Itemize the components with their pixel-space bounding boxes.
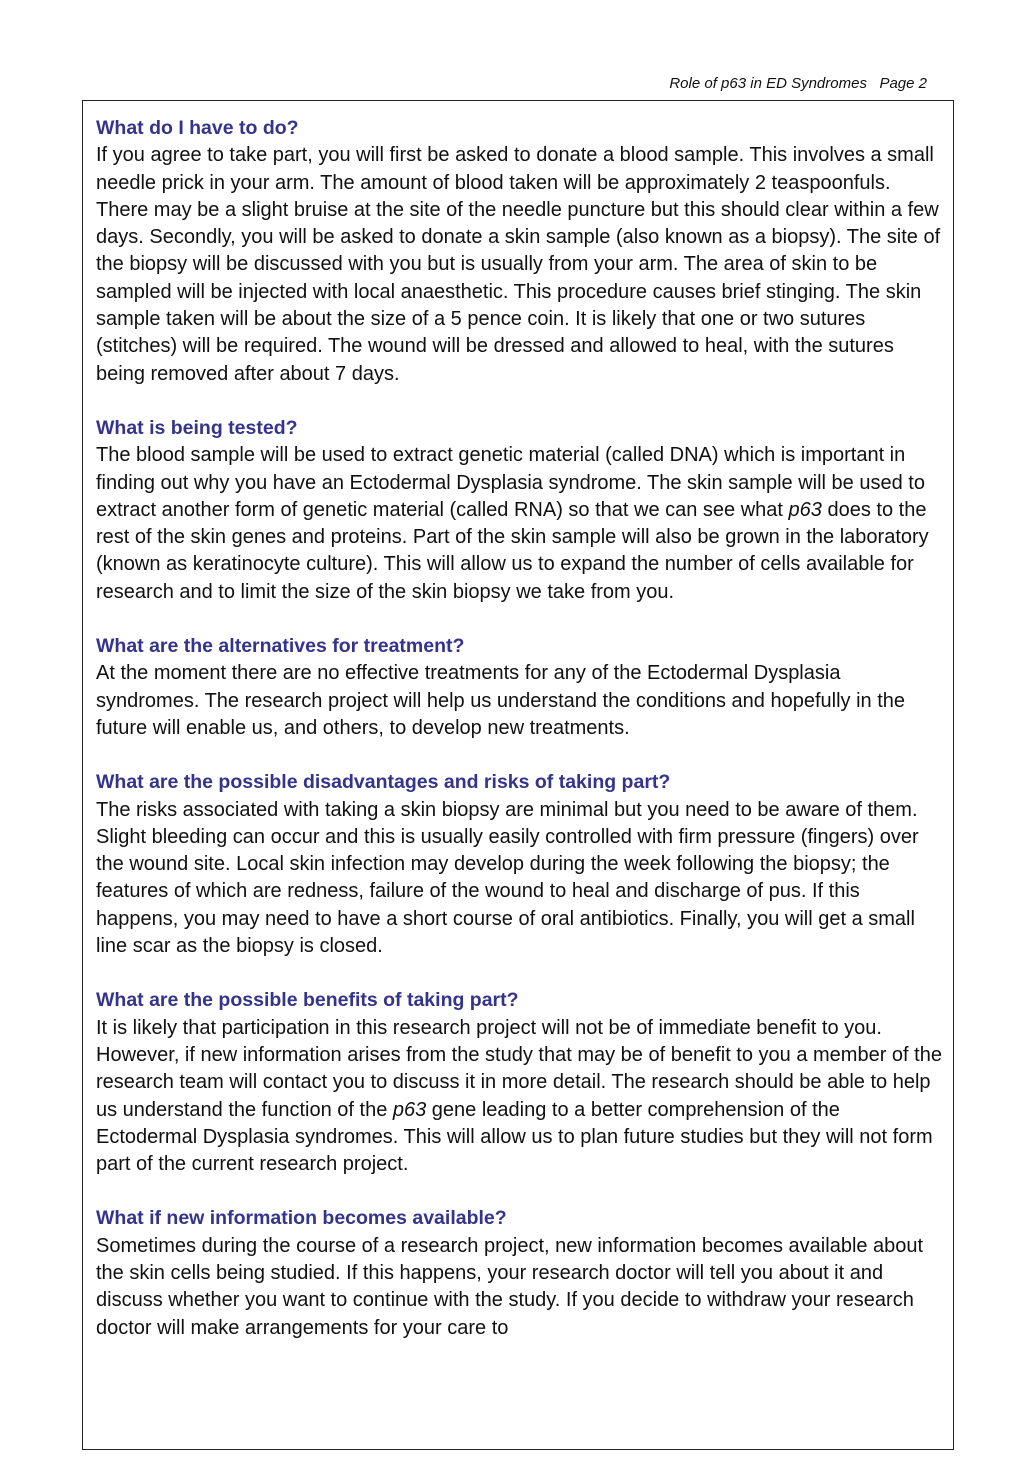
body-text-run: If you agree to take part, you will first be asked to donate a blood sample. This involves a small needle prick in your arm. The amount of blood taken will be approximately 2 teaspoonfuls. There may be a slight bruise at the site of the needle puncture but this should clear within a few days. Secondly, you will be asked to donate a skin sample (also known as a biopsy). The site of the biopsy will be discussed with you but is usually from your arm. The area of skin to be sampled will be injected with local anaesthetic. This procedure causes brief stinging. The skin sample taken will be about the size of a 5 pence coin. It is likely that one or two sutures (stitches) will be required. The wound will be dressed and allowed to heal, with the sutures being removed after about 7 days. [96,144,941,385]
section-body [96,142,946,388]
content-box [82,100,954,1450]
section-heading: What if new information becomes available? [96,1207,507,1230]
body-text-run: The blood sample will be used to extract genetic material (called DNA) which is important in finding out why you have an Ectodermal Dysplasia syndrome. The skin sample will be used to extract another form of genetic material (called RNA) so that we can see what [96,444,925,521]
section [96,1205,946,1341]
gene-name-italic: p63 [788,498,822,521]
content-inner [96,115,946,1369]
section-body [96,442,946,606]
running-header: Role of p63 in ED Syndromes Page 2 [669,75,927,92]
section-body [96,1015,946,1179]
section-body [96,1233,946,1342]
section-heading: What are the possible disadvantages and risks of taking part? [96,771,671,794]
section [96,633,946,742]
body-text-run: At the moment there are no effective treatments for any of the Ectodermal Dysplasia syndromes. The research project will help us understand the conditions and hopefully in the future will enable us, and others, to develop new treatments. [96,662,905,739]
section-heading: What is being tested? [96,416,298,439]
body-text-run: The risks associated with taking a skin biopsy are minimal but you need to be aware of them. Slight bleeding can occur and this is usually easily controlled with firm pressure (fingers) over the wound site. Local skin infection may develop during the week following the biopsy; the features of which are redness, failure of the wound to heal and discharge of pus. If this happens, you may need to have a short course of oral antibiotics. Finally, you will get a small line scar as the biopsy is closed. [96,798,919,958]
body-text-run: gene leading to a better comprehension of the Ectodermal Dysplasia syndromes. This will allow us to plan future studies but they will not form part of the current research project. [96,1098,933,1176]
section-heading: What are the possible benefits of taking part? [96,989,519,1012]
body-text-run: Sometimes during the course of a research project, new information becomes available about the skin cells being studied. If this happens, your research doctor will tell you about it and discuss whether you want to continue with the study. If you decide to withdraw your research doctor will make arrangements for your care to [96,1234,924,1339]
section-body [96,797,946,961]
body-text-run: It is likely that participation in this research project will not be of immediate benefit to you. However, if new information arises from the study that may be of benefit to you a member of the research team will contact you to discuss it in more detail. The research should be able to help us understand the function of the [96,1016,942,1121]
section-heading: What do I have to do? [96,117,299,139]
section-body [96,660,946,742]
section-heading: What are the alternatives for treatment? [96,635,465,658]
section [96,415,946,606]
section [96,769,946,960]
section [96,987,946,1178]
gene-name-italic: p63 [392,1098,427,1121]
section [96,115,946,388]
body-text-run: does to the rest of the skin genes and proteins. Part of the skin sample will also be grown in the laboratory (known as keratinocyte culture). This will allow us to expand the number of cells available for research and to limit the size of the skin biopsy we take from you. [96,498,929,603]
